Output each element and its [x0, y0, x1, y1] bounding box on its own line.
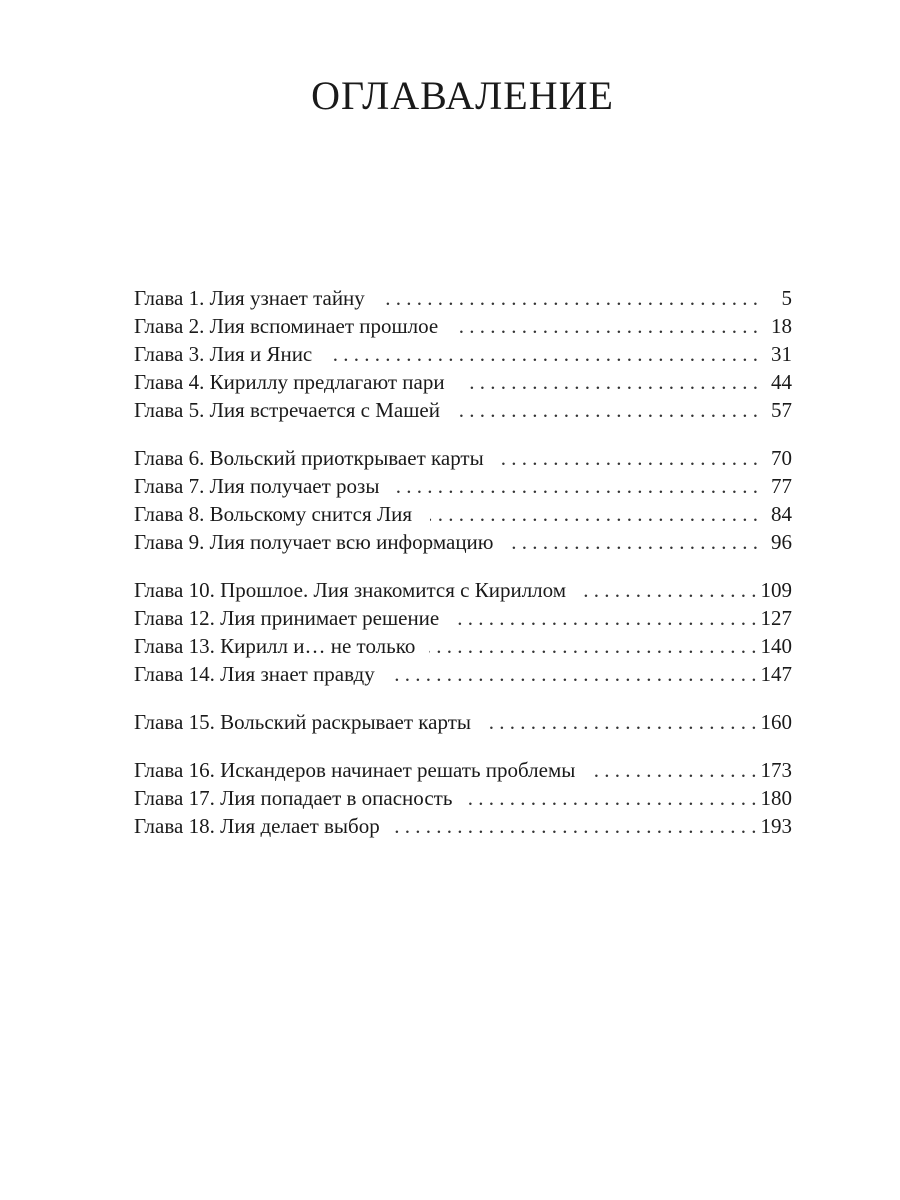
dot-leader	[330, 340, 758, 368]
toc-entry	[134, 812, 792, 840]
page-title: ОГЛАВАЛЕНИЕ	[311, 73, 614, 118]
toc-entry	[134, 312, 792, 340]
toc-entry	[134, 528, 792, 556]
toc-entry	[134, 604, 792, 632]
toc-entry-label: Глава 14. Лия знает правду	[134, 662, 375, 686]
toc-entry-page: 18	[771, 314, 792, 338]
toc-entry-label: Глава 5. Лия встречается с Машей	[134, 398, 440, 422]
dot-leader	[429, 632, 756, 660]
toc-entry-label: Глава 2. Лия вспоминает прошлое	[134, 314, 439, 338]
toc-entry-page: 84	[771, 502, 792, 526]
toc-entry	[134, 708, 792, 736]
dot-leader	[458, 396, 758, 424]
toc-entry-page: 77	[771, 474, 792, 498]
toc-entry-label: Глава 17. Лия попадает в опасность	[134, 786, 453, 810]
toc-entry-page: 127	[760, 606, 792, 630]
toc-entry-label: Глава 7. Лия получает розы	[134, 474, 380, 498]
toc-entry-label: Глава 1. Лия узнает тайну	[134, 286, 365, 310]
toc-entry	[134, 576, 792, 604]
toc-entry	[134, 784, 792, 812]
toc-entry-page: 57	[771, 398, 792, 422]
dot-leader	[383, 284, 758, 312]
toc-entry	[134, 472, 792, 500]
dot-leader	[511, 528, 758, 556]
toc-entry-page: 109	[760, 578, 792, 602]
dot-leader	[456, 312, 758, 340]
dot-leader	[463, 368, 758, 396]
toc-entry-label: Глава 16. Искандеров начинает решать проблемы	[134, 758, 576, 782]
toc-entry-label: Глава 3. Лия и Янис	[134, 342, 313, 366]
toc-group	[134, 756, 792, 840]
toc-entry	[134, 444, 792, 472]
toc-entry	[134, 632, 792, 660]
toc-entry	[134, 284, 792, 312]
dot-leader	[453, 604, 756, 632]
toc-entry-page: 70	[771, 446, 792, 470]
dot-leader	[466, 784, 756, 812]
toc-entry-page: 44	[771, 370, 792, 394]
dot-leader	[485, 708, 757, 736]
toc-entry	[134, 340, 792, 368]
toc-group	[134, 284, 792, 424]
toc-entry-label: Глава 4. Кириллу предлагают пари	[134, 370, 445, 394]
toc-entry-label: Глава 6. Вольский приоткрывает карты	[134, 446, 484, 470]
toc-entry	[134, 500, 792, 528]
toc-entry	[134, 660, 792, 688]
toc-entry	[134, 396, 792, 424]
toc-entry-page: 31	[771, 342, 792, 366]
dot-leader	[394, 812, 757, 840]
toc-entry-label: Глава 18. Лия делает выбор	[134, 814, 380, 838]
dot-leader	[397, 472, 758, 500]
toc-entry-page: 96	[771, 530, 792, 554]
toc-group	[134, 708, 792, 736]
toc-group	[134, 576, 792, 688]
toc-entry-page: 180	[760, 786, 792, 810]
toc-entry-page: 5	[781, 286, 792, 310]
toc-entry-label: Глава 12. Лия принимает решение	[134, 606, 440, 630]
toc-group	[134, 444, 792, 556]
toc-entry-page: 193	[760, 814, 792, 838]
toc-entry-page: 173	[760, 758, 792, 782]
toc-entry-page: 140	[760, 634, 792, 658]
toc-entry	[134, 756, 792, 784]
dot-leader	[580, 576, 756, 604]
dot-leader	[389, 660, 757, 688]
dot-leader	[430, 500, 758, 528]
toc-entry-label: Глава 15. Вольский раскрывает карты	[134, 710, 471, 734]
toc-entry-label: Глава 13. Кирилл и… не только	[134, 634, 416, 658]
toc-entry-page: 147	[760, 662, 792, 686]
toc-entry-label: Глава 8. Вольскому снится Лия	[134, 502, 413, 526]
toc-entry	[134, 368, 792, 396]
toc-entry-page: 160	[760, 710, 792, 734]
dot-leader	[589, 756, 756, 784]
toc-entry-label: Глава 10. Прошлое. Лия знакомится с Кириллом	[134, 578, 567, 602]
toc-entry-label: Глава 9. Лия получает всю информацию	[134, 530, 494, 554]
table-of-contents	[134, 284, 792, 860]
dot-leader	[502, 444, 758, 472]
